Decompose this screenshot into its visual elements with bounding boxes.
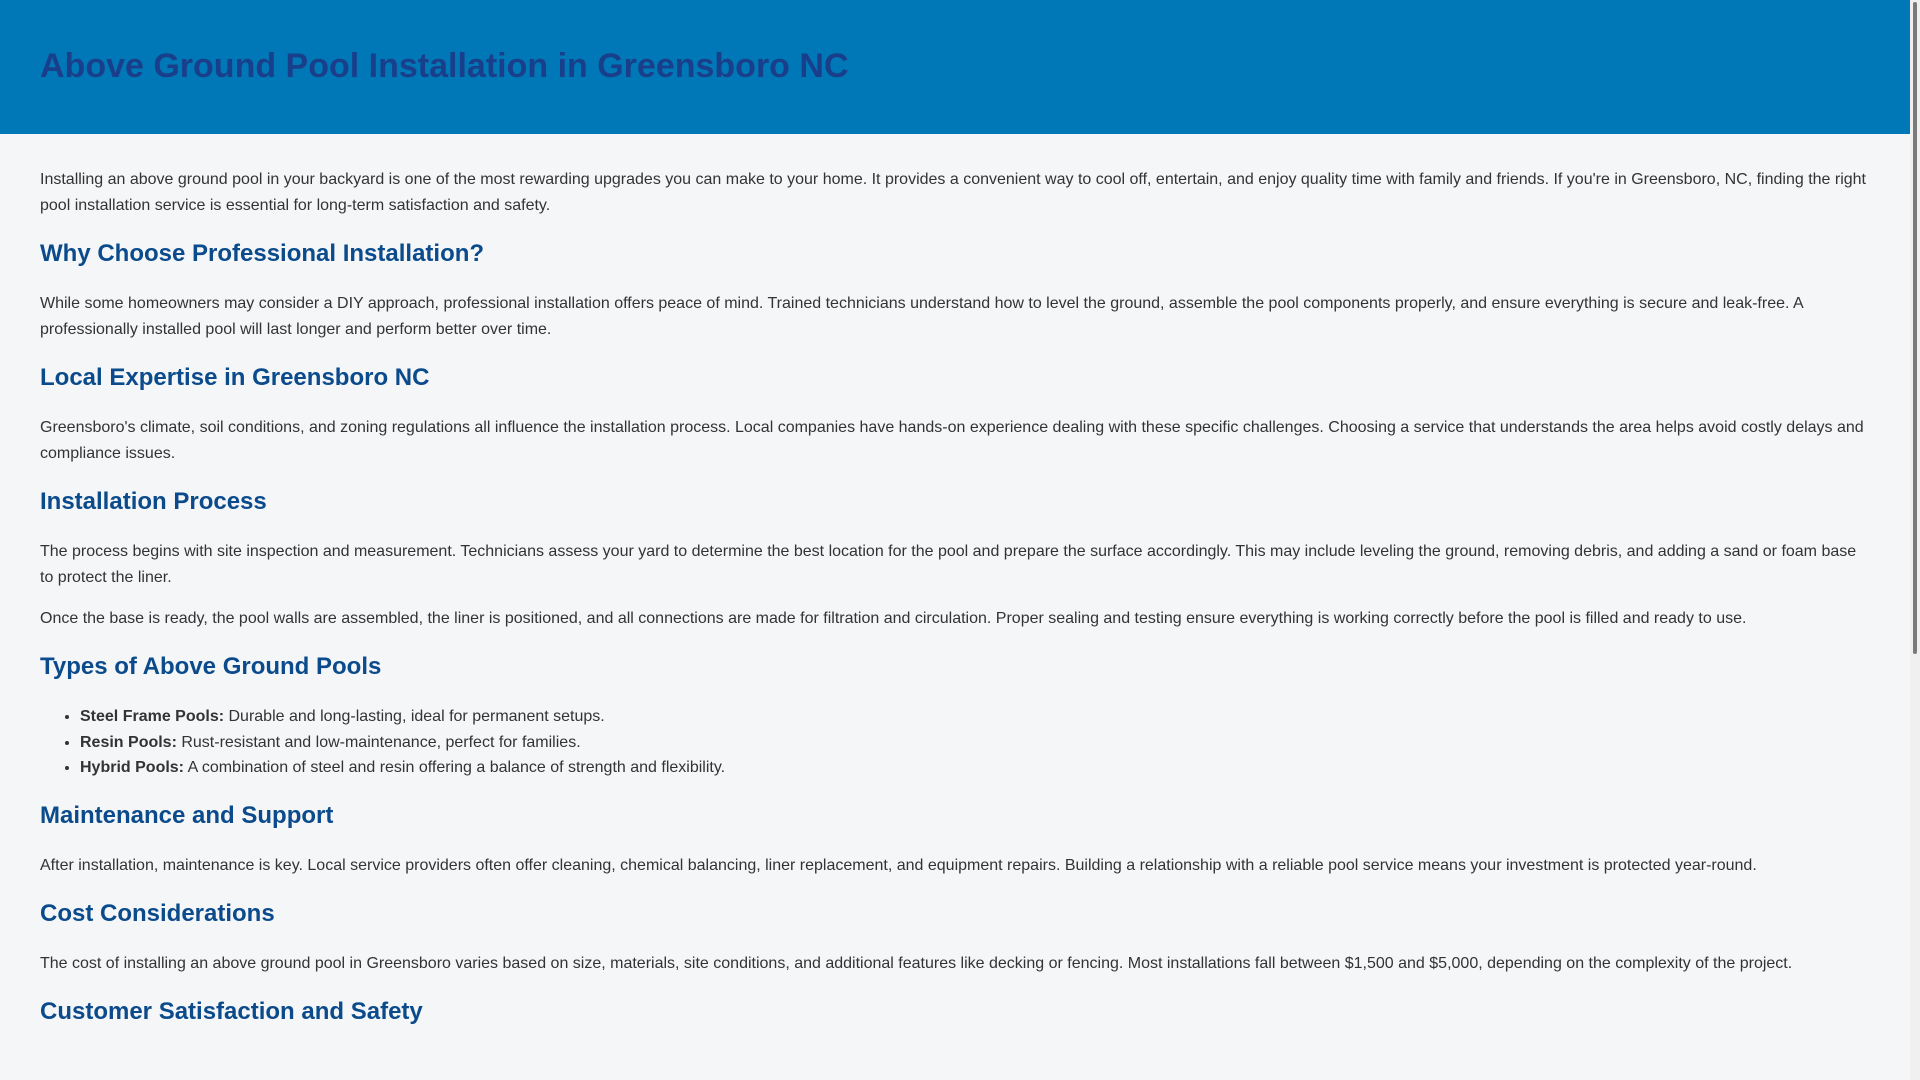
pool-types-list [40,704,1870,781]
intro-paragraph: Installing an above ground pool in your backyard is one of the most rewarding upgrades you can make to your home. It provides a convenient way to cool off, entertain, and enjoy quality time with family and friends. If you're in Greensboro, NC, finding the right pool installation service is essential for long-term satisfaction and safety. [40,171,1866,214]
paragraph-cost: The cost of installing an above ground pool in Greensboro varies based on size, materials, site conditions, and additional features like decking or fencing. Most installations fall between $1,500 and $5,000, depending on the complexity of the project. [40,954,1793,972]
heading-why-professional: Why Choose Professional Installation? [40,240,485,267]
paragraph-maintenance: After installation, maintenance is key. Local service providers often offer cleaning, chemical balancing, liner replacement, and equipment repairs. Building a relationship with a reliable pool service means your investment is protected year-round. [40,856,1757,874]
scrollbar-thumb[interactable] [1913,2,1917,654]
list-item-term: Steel Frame Pools: [80,708,225,725]
heading-local-expertise: Local Expertise in Greensboro NC [40,364,430,391]
heading-maintenance: Maintenance and Support [40,801,334,829]
heading-pool-types: Types of Above Ground Pools [40,653,382,680]
list-item [80,704,1870,730]
page-title: Above Ground Pool Installation in Greensboro NC [40,47,849,85]
list-item-term: Hybrid Pools: [80,759,185,776]
article [0,134,1910,1027]
paragraph-local-expertise: Greensboro's climate, soil conditions, and zoning regulations all influence the installation process. Local companies have hands-on experience dealing with these specific challenges. Choosing a service that understands the area helps avoid costly delays and compliance issues. [40,419,1864,462]
list-item [80,755,1870,781]
heading-customer-satisfaction: Customer Satisfaction and Safety [40,997,423,1025]
heading-cost: Cost Considerations [40,899,275,927]
list-item-desc: Rust-resistant and low-maintenance, perfect for families. [176,733,581,751]
vertical-scrollbar[interactable] [1910,0,1920,1080]
paragraph-why-professional: While some homeowners may consider a DIY approach, professional installation offers peace of mind. Trained technicians understand how to level the ground, assemble the pool components properly, and ensure everything is secure and leak-free. A professionally installed pool will last longer and perform better over time. [40,295,1803,338]
list-item [80,730,1870,756]
list-item-term: Resin Pools: [80,733,177,751]
list-item-desc: Durable and long-lasting, ideal for permanent setups. [224,708,605,725]
paragraph-process-2: Once the base is ready, the pool walls are assembled, the liner is positioned, and all connections are made for filtration and circulation. Proper sealing and testing ensure everything is working correctly before the pool is filled and ready to use. [40,610,1747,627]
page-header [0,0,1910,134]
list-item-desc: A combination of steel and resin offering a balance of strength and flexibility. [184,759,726,776]
paragraph-process-1: The process begins with site inspection and measurement. Technicians assess your yard to determine the best location for the pool and prepare the surface accordingly. This may include leveling the ground, removing debris, and adding a sand or foam base to protect the liner. [40,543,1857,586]
heading-installation-process: Installation Process [40,488,267,515]
